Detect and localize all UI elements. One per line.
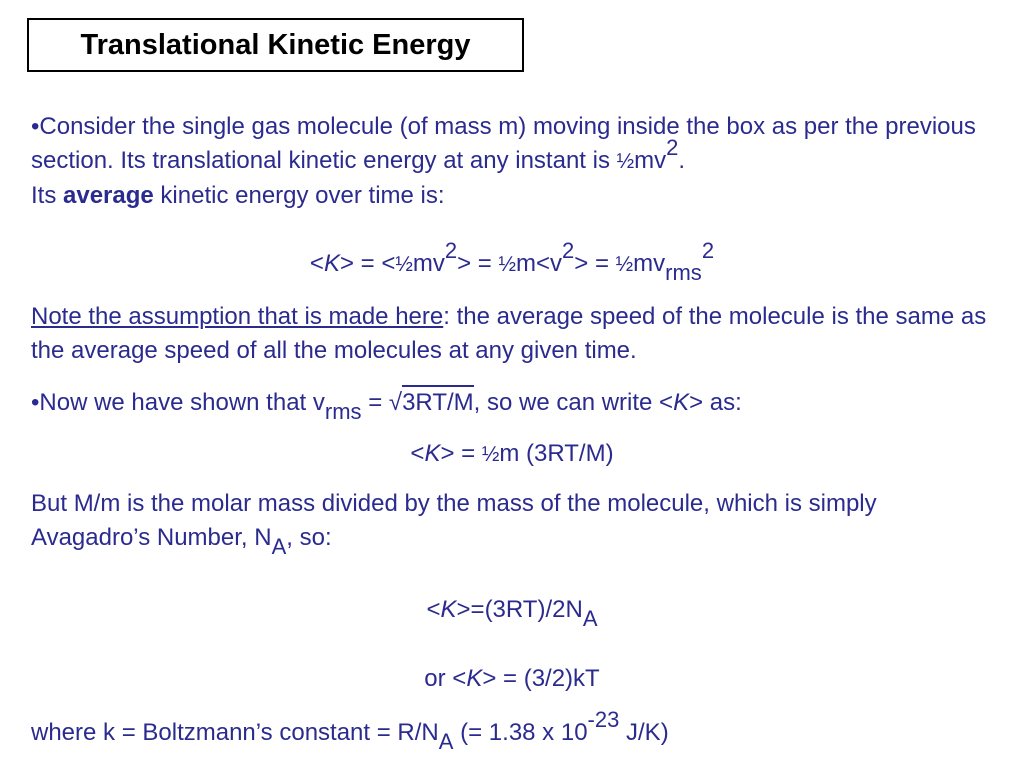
note-text: : the average speed of the molecule is the same as the average speed of all the molecules at any given time. — [31, 303, 987, 364]
sqrt-expression: √3RT/M — [389, 386, 474, 420]
intro-superscript: 2 — [666, 135, 679, 160]
half-symbol: ½ — [616, 150, 635, 173]
molar-mass-paragraph: But M/m is the molar mass divided by the mass of the molecule, which is simply Avagadro’s Number, $N_A$, so: — [31, 490, 877, 559]
vrms-paragraph: •Now we have shown that $v_{rms} = √3RT/M$, so we can write <K> as: — [31, 386, 996, 420]
intro-text-2: kinetic energy over time is: — [153, 182, 445, 209]
assumption-note — [31, 300, 996, 368]
intro-text-1: •Consider the single gas molecule (of mass m) moving inside the box as per the previous section. Its translational kinetic energy at any instant is — [31, 113, 976, 174]
sqrt-icon: √ — [388, 389, 403, 416]
note-underlined: Note the assumption that is made here — [31, 303, 444, 330]
equation-k-kt: or <K> = (3/2)kT — [424, 665, 600, 692]
k-symbol: K — [323, 250, 340, 277]
intro-text-its: Its — [31, 182, 64, 209]
slide-title: Translational Kinetic Energy — [80, 28, 471, 61]
boltzmann-paragraph: where k = Boltzmann’s constant = $R/N_A$ (= 1.38 x $10^{-23}$ J/K) — [31, 707, 669, 754]
intro-period: . — [678, 147, 686, 174]
equation-average-k: $<K> = <\frac{1}{2}mv^2>$ = $\frac{1}{2}m<v^2>$ = $\frac{1}{2}mv_{rms}^2$ — [309, 238, 715, 285]
intro-bold-average: average — [63, 182, 154, 209]
intro-paragraph — [31, 110, 996, 213]
intro-mv: mv — [634, 147, 667, 174]
equation-k-avogadro: $<K>=(3RT)/2N_A$ — [426, 596, 598, 631]
equation-k-3rt: <K> = ½m (3RT/M) — [410, 440, 614, 467]
title-box — [27, 18, 524, 72]
